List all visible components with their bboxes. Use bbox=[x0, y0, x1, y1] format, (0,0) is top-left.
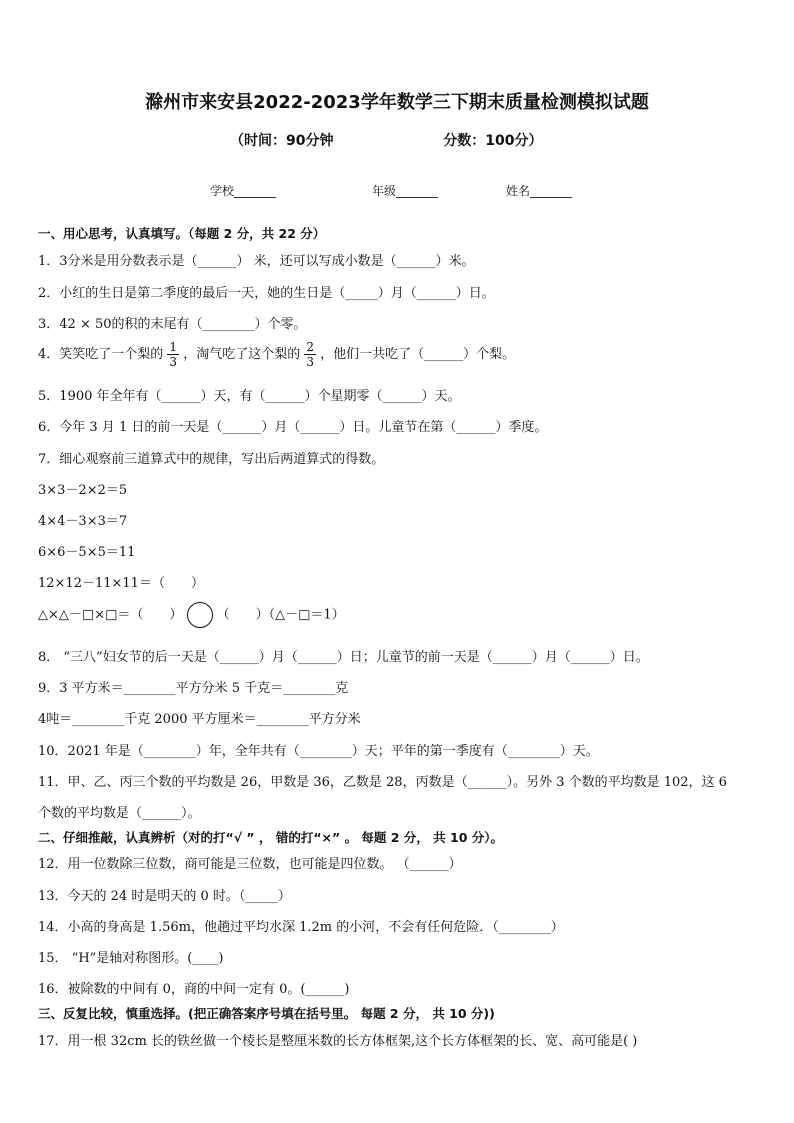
fraction-numerator: 2 bbox=[306, 340, 314, 354]
section-2-heading: 二、仔细推敲，认真辨析（对的打“√ ” ， 错的打“×” 。 每题 2 分， 共 10 分）。 bbox=[38, 830, 504, 845]
question-7: 7．细心观察前三道算式中的规律，写出后两道算式的得数。 bbox=[38, 452, 385, 467]
question-15: 15． “H”是轴对称图形。(____) bbox=[38, 951, 224, 966]
question-4 bbox=[38, 340, 515, 369]
question-1: 1．3分米是用分数表示是（______） 米，还可以写成小数是（______）米。 bbox=[38, 254, 475, 269]
fraction-denominator: 3 bbox=[169, 355, 178, 369]
question-11-a: 11．甲、乙、丙三个数的平均数是 26，甲数是 36，乙数是 28，丙数是（______）。另外 3 个数的平均数是 102，这 6 bbox=[38, 775, 727, 790]
fraction-one-third bbox=[167, 340, 179, 369]
q4-text-c: ，他们一共吃了（______）个梨。 bbox=[320, 347, 516, 362]
question-3: 3．42 × 50的积的末尾有（________）个零。 bbox=[38, 317, 307, 332]
q7-equation-5 bbox=[38, 602, 345, 628]
exam-time: （时间：90分钟 bbox=[230, 133, 334, 149]
q7-last-a: △×△－□×□＝（ ） bbox=[38, 607, 183, 623]
question-9-a: 9．3 平方米＝________平方分米 5 千克＝________克 bbox=[38, 681, 349, 696]
question-12: 12．用一位数除三位数，商可能是三位数，也可能是四位数。 （______） bbox=[38, 857, 462, 872]
q4-text-a: 4．笑笑吃了一个梨的 bbox=[38, 347, 164, 362]
fraction-two-thirds bbox=[304, 340, 316, 369]
school-field: 学校_______ bbox=[210, 184, 277, 198]
question-6: 6．今年 3 月 1 日的前一天是（______）月（______）日。儿童节在第（______）季度。 bbox=[38, 420, 548, 435]
question-9-b: 4吨＝________千克 2000 平方厘米＝________平方分米 bbox=[38, 712, 361, 727]
exam-score: 分数：100分） bbox=[443, 133, 543, 149]
q7-last-b: （ ）（△－□＝1） bbox=[216, 607, 345, 623]
q7-equation-3: 6×6－5×5＝11 bbox=[38, 545, 136, 560]
section-1-heading: 一、用心思考，认真填写。（每题 2 分，共 22 分） bbox=[38, 226, 326, 241]
fraction-numerator: 1 bbox=[169, 340, 178, 354]
exam-meta bbox=[230, 130, 542, 150]
q7-equation-1: 3×3－2×2＝5 bbox=[38, 483, 128, 498]
q4-text-b: ，淘气吃了这个梨的 bbox=[183, 347, 301, 362]
question-11-b: 个数的平均数是（______）。 bbox=[38, 806, 201, 821]
q7-equation-2: 4×4－3×3＝7 bbox=[38, 514, 128, 529]
question-13: 13．今天的 24 时是明天的 0 时。（_____） bbox=[38, 889, 291, 904]
fraction-denominator: 3 bbox=[306, 355, 314, 369]
circle-shape bbox=[187, 602, 213, 628]
question-14: 14．小高的身高是 1.56m，他趟过平均水深 1.2m 的小河，不会有任何危险．（________） bbox=[38, 920, 564, 935]
question-17: 17．用一根 32cm 长的铁丝做一个棱长是整厘米数的长方体框架,这个长方体框架的长、宽、高可能是( ) bbox=[38, 1034, 638, 1049]
question-2: 2．小红的生日是第二季度的最后一天，她的生日是（_____）月（______）日。 bbox=[38, 286, 495, 301]
question-5: 5．1900 年全年有（______）天，有（______）个星期零（______）天。 bbox=[38, 389, 461, 404]
question-8: 8． “三八”妇女节的后一天是（______）月（______）日；儿童节的前一天是（______）月（______）日。 bbox=[38, 650, 649, 665]
question-10: 10．2021 年是（________）年，全年共有（________）天；平年的第一季度有（________）天。 bbox=[38, 744, 599, 759]
q7-equation-4: 12×12－11×11＝（ ） bbox=[38, 576, 204, 591]
question-16: 16．被除数的中间有 0，商的中间一定有 0。(______) bbox=[38, 982, 350, 997]
name-field: 姓名_______ bbox=[506, 184, 573, 198]
page-title: 滁州市来安县2022-2023学年数学三下期末质量检测模拟试题 bbox=[145, 92, 649, 113]
grade-field: 年级_______ bbox=[372, 184, 439, 198]
section-3-heading: 三、反复比较，慎重选择。(把正确答案序号填在括号里。 每题 2 分， 共 10 分)) bbox=[38, 1006, 495, 1021]
